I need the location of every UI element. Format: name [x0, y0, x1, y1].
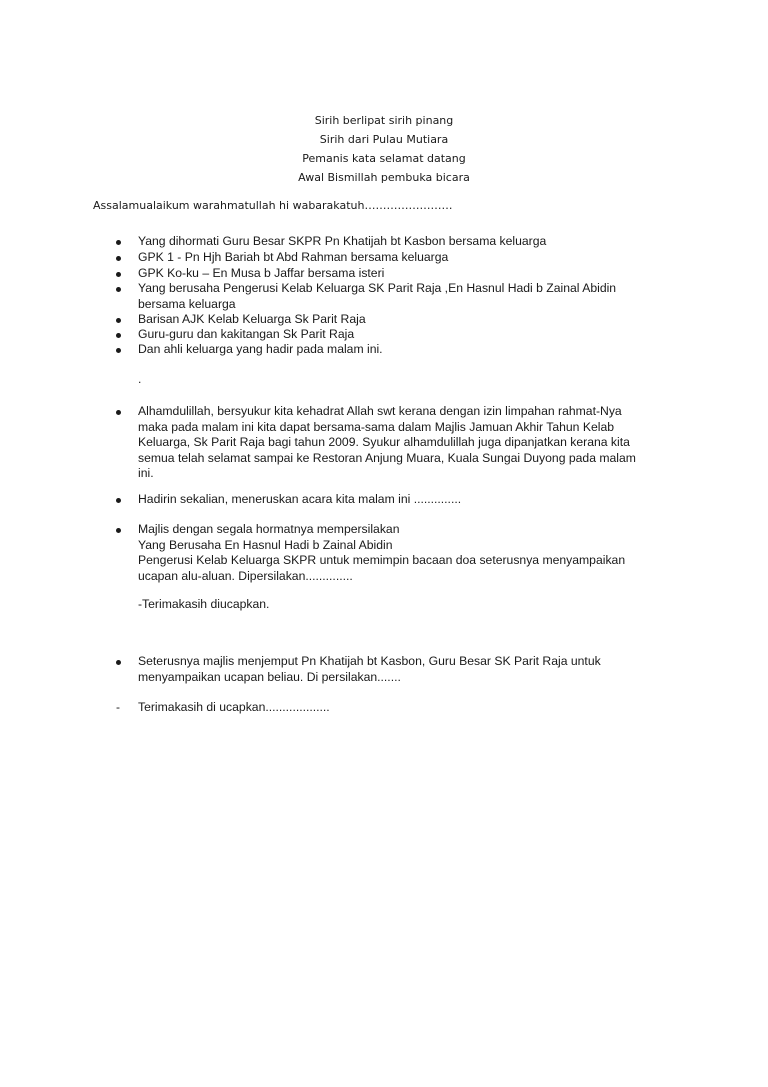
- dash-marker: -: [116, 700, 120, 714]
- greeting: Assalamualaikum warahmatullah hi wabarakatuh……………………: [93, 199, 453, 212]
- list-item: Majlis dengan segala hormatnya mempersilakan Yang Berusaha En Hasnul Hadi b Zainal Abidin Pengerusi Kelab Keluarga SKPR untuk memimpin bacaan doa seterusnya menyampaikan ucapan alu-aluan. Dipersilakan..............: [109, 522, 679, 584]
- bullet-icon: [109, 492, 127, 508]
- list-item: Yang dihormati Guru Besar SKPR Pn Khatijah bt Kasbon bersama keluarga: [109, 234, 679, 250]
- opening-pantun: [0, 111, 768, 187]
- list-item: Seterusnya majlis menjemput Pn Khatijah bt Kasbon, Guru Besar SK Parit Raja untuk menyampaikan ucapan beliau. Di persilakan.......: [109, 654, 679, 685]
- bullet-icon: [109, 266, 127, 282]
- list-item: Guru-guru dan kakitangan Sk Parit Raja: [109, 327, 679, 343]
- bullet-icon: [109, 342, 127, 358]
- pantun-line: Pemanis kata selamat datang: [302, 152, 466, 165]
- list-item: GPK 1 - Pn Hjh Bariah bt Abd Rahman bersama keluarga: [109, 250, 679, 266]
- list-item: Dan ahli keluarga yang hadir pada malam ini.: [109, 342, 679, 358]
- bullet-icon: [109, 312, 127, 328]
- list-item: Barisan AJK Kelab Keluarga Sk Parit Raja: [109, 312, 679, 328]
- list-item: GPK Ko-ku – En Musa b Jaffar bersama isteri: [109, 266, 679, 282]
- pantun-line: Sirih berlipat sirih pinang: [314, 114, 454, 127]
- bullet-icon: [109, 522, 127, 538]
- bullet-icon: [109, 654, 127, 670]
- stray-dot: .: [138, 372, 142, 386]
- list-item: Alhamdulillah, bersyukur kita kehadrat Allah swt kerana dengan izin limpahan rahmat-Nya maka pada malam ini kita dapat bersama-sama dalam Majlis Jamuan Akhir Tahun Kelab Keluarga, Sk Parit Raja bagi tahun 2009. Syukur alhamdulillah juga dipanjatkan kerana kita semua telah selamat sampai ke Restoran Anjung Muara, Kuala Sungai Duyong pada malam ini.: [109, 404, 679, 482]
- bullet-icon: [109, 234, 127, 250]
- bullet-icon: [109, 281, 127, 297]
- pantun-line: Sirih dari Pulau Mutiara: [319, 133, 449, 146]
- pantun-line: Awal Bismillah pembuka bicara: [298, 171, 470, 184]
- bullet-icon: [109, 404, 127, 420]
- list-item: Yang berusaha Pengerusi Kelab Keluarga SK Parit Raja ,En Hasnul Hadi b Zainal Abidin bersama keluarga: [109, 281, 679, 312]
- list-item: - Terimakasih di ucapkan...................: [109, 700, 679, 716]
- list-item: Hadirin sekalian, meneruskan acara kita malam ini ..............: [109, 492, 679, 508]
- bullet-icon: [109, 250, 127, 266]
- thanks-note: -Terimakasih diucapkan.: [138, 597, 270, 611]
- bullet-icon: [109, 327, 127, 343]
